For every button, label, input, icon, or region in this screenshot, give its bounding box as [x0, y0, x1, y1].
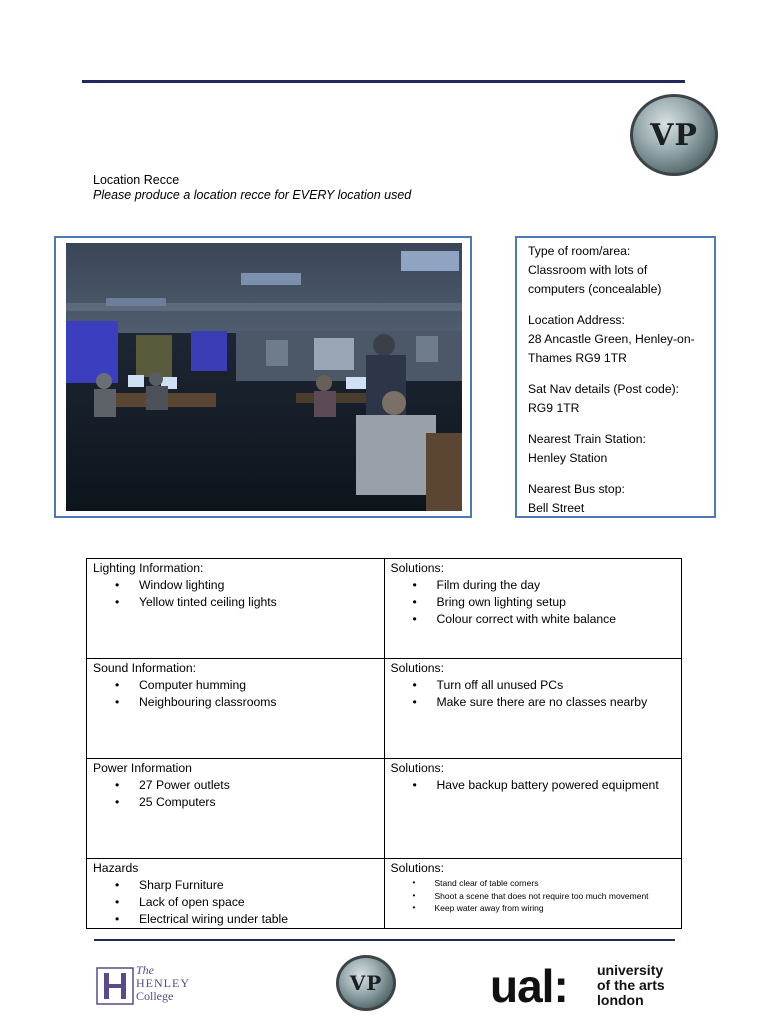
bullet-list [391, 877, 676, 915]
cell-title: Hazards [93, 861, 139, 875]
list-item: • Have backup battery powered equipment [391, 777, 676, 794]
table-row [87, 659, 682, 759]
table-row [87, 759, 682, 859]
list-item: • Window lighting [93, 577, 378, 594]
hazards-solutions-cell [384, 859, 682, 929]
list-item: • 25 Computers [93, 794, 378, 811]
top-divider [82, 80, 685, 83]
henley-h-icon [96, 966, 134, 1006]
bullet-list [93, 677, 378, 711]
cell-title: Solutions: [390, 761, 445, 775]
henley-logo-text [136, 964, 190, 1003]
lighting-solutions-cell [384, 559, 682, 659]
satnav-label: Sat Nav details (Post code): [528, 382, 680, 396]
bus-label: Nearest Bus stop: [528, 482, 625, 496]
henley-line1: The [136, 963, 154, 977]
sound-info-cell [87, 659, 385, 759]
page-title: Location Recce [93, 173, 180, 187]
list-item: • Stand clear of table corners [391, 877, 676, 890]
vp-logo-footer [336, 955, 396, 1011]
hazards-cell [87, 859, 385, 929]
bullet-list [391, 577, 676, 628]
ual-logo [490, 958, 690, 1014]
bus-value: Bell Street [528, 501, 585, 515]
list-item: • Sharp Furniture [93, 877, 378, 894]
address-value: 28 Ancastle Green, Henley-on-Thames RG9 1TR [528, 332, 695, 365]
henley-line2: HENLEY [136, 976, 190, 990]
train-group [528, 430, 704, 468]
address-group [528, 311, 704, 368]
table-row [87, 559, 682, 659]
page-subtitle: Please produce a location recce for EVERY location used [93, 188, 412, 202]
ual-line2: of the arts [597, 977, 665, 993]
list-item: • Film during the day [391, 577, 676, 594]
list-item: • Yellow tinted ceiling lights [93, 594, 378, 611]
train-value: Henley Station [528, 451, 608, 465]
list-item: • Neighbouring classrooms [93, 694, 378, 711]
vp-logo-footer-text: VP [349, 971, 383, 995]
ual-wordmark [597, 963, 665, 1008]
bullet-list [93, 777, 378, 811]
list-item: • Keep water away from wiring [391, 902, 676, 915]
cell-title: Power Information [93, 761, 192, 775]
list-item: • Shoot a scene that does not require too much movement [391, 890, 676, 903]
satnav-value: RG9 1TR [528, 401, 580, 415]
satnav-group [528, 380, 704, 418]
room-type-value: Classroom with lots of computers (concealable) [528, 263, 662, 296]
list-item: • Make sure there are no classes nearby [391, 694, 676, 711]
bullet-list [391, 777, 676, 794]
power-info-cell [87, 759, 385, 859]
list-item: • Colour correct with white balance [391, 611, 676, 628]
cell-title: Lighting Information: [93, 561, 204, 575]
bus-group [528, 480, 704, 518]
room-type-group [528, 242, 704, 299]
list-item: • Lack of open space [93, 894, 378, 911]
henley-college-logo [96, 962, 206, 1010]
cell-title: Solutions: [390, 861, 445, 875]
bullet-list [391, 677, 676, 711]
cell-title: Sound Information: [93, 661, 196, 675]
list-item: • Turn off all unused PCs [391, 677, 676, 694]
list-item: • Electrical wiring under table [93, 911, 378, 928]
cell-title: Solutions: [390, 661, 445, 675]
list-item: • Bring own lighting setup [391, 594, 676, 611]
power-solutions-cell [384, 759, 682, 859]
vp-logo [630, 94, 718, 176]
vp-logo-text: VP [650, 117, 698, 153]
address-label: Location Address: [528, 313, 625, 327]
recce-table [86, 558, 682, 929]
bullet-list [93, 877, 378, 928]
list-item: • Computer humming [93, 677, 378, 694]
train-label: Nearest Train Station: [528, 432, 646, 446]
location-details-box [515, 236, 716, 518]
classroom-photo [66, 243, 462, 511]
lighting-info-cell [87, 559, 385, 659]
ual-line3: london [597, 992, 644, 1008]
henley-line3: College [136, 989, 174, 1003]
bottom-divider [94, 939, 675, 941]
ual-line1: university [597, 962, 664, 978]
table-row [87, 859, 682, 929]
cell-title: Solutions: [390, 561, 445, 575]
location-photo-frame [54, 236, 472, 518]
sound-solutions-cell [384, 659, 682, 759]
page-heading [93, 173, 411, 202]
list-item: • 27 Power outlets [93, 777, 378, 794]
ual-mark: ual: [490, 960, 568, 1012]
room-type-label: Type of room/area: [528, 244, 631, 258]
bullet-list [93, 577, 378, 611]
